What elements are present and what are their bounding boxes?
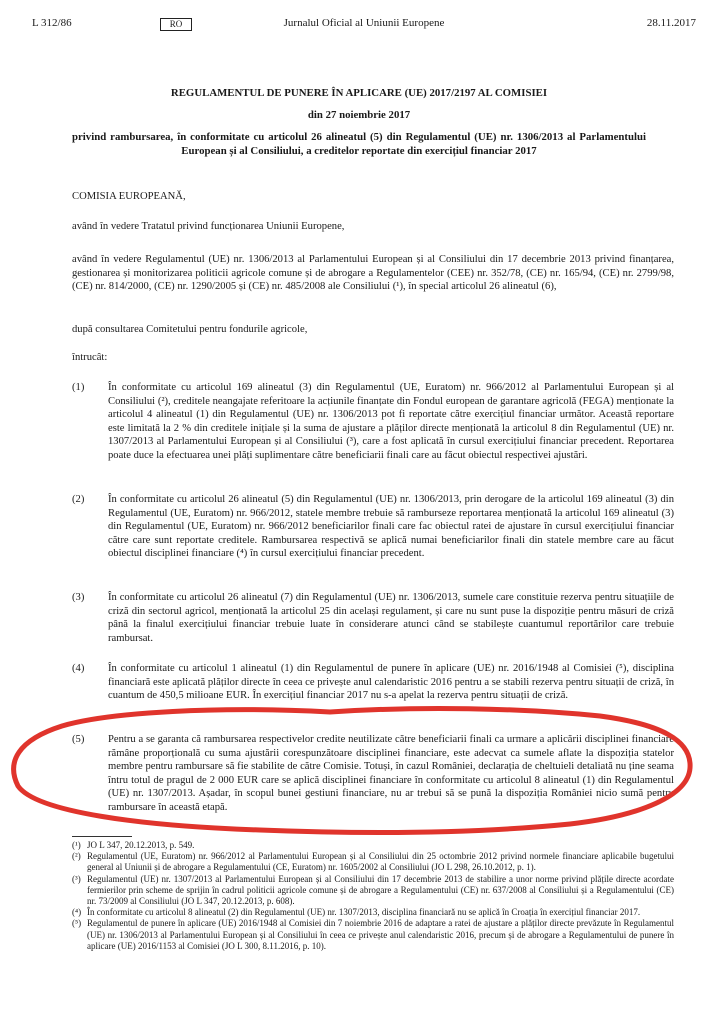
- recital-number: (4): [72, 663, 85, 674]
- footnote-4: [72, 907, 674, 918]
- footnote-separator: [72, 836, 132, 837]
- whereas-heading: întrucât:: [72, 352, 108, 363]
- footnote-number: (⁵): [72, 918, 82, 929]
- regulation-title: [72, 87, 646, 158]
- recital-number: (2): [72, 494, 85, 505]
- footnote-1: [72, 840, 674, 851]
- recital-text: Pentru a se garanta că rambursarea respectivelor credite neutilizate către beneficiarii finali ca urmare a aplicării disciplinei financiare rămâne proporțională cu suma ajustării corespunzătoare disciplinei financiare, este adecvat ca sumele aflate la dispoziția statelor membre pentru rambursare să fie stabilite de către Comisie. Totuși, în cazul României, declarația de cheltuieli detaliată nu ține seama întru totul de pragul de 2 000 EUR care se aplică disciplinei financiare în conformitate cu articolul 8 alineatul (1) din Regulamentul (UE) nr. 1307/2013. Așadar, în scopul bunei gestiuni financiare, nu ar trebui să se pună la dispoziția României nicio sumă pentru rambursare în această etapă.: [108, 734, 674, 813]
- publication-date: 28.11.2017: [646, 17, 696, 29]
- footnote-text: Regulamentul (UE) nr. 1307/2013 al Parlamentului European și al Consiliului din 17 decembrie 2013 de stabilire a unor norme privind plățile directe acordate fermierilor prin scheme de sprijin în cadrul politicii agricole comune și de abrogare a Regulamentului (CE) nr. 637/2008 al Consiliului și a Regulamentului (CE) nr. 73/2009 al Consiliului (JO L 347, 20.12.2013, p. 608).: [87, 873, 674, 907]
- recital-text: În conformitate cu articolul 1 alineatul (1) din Regulamentul de punere în aplicare (UE) nr. 2016/1948 al Comisiei (⁵), disciplina financiară este aplicată plăților directe în ceea ce privește anul calendaristic 2016 pentru a se stabili rezerva pentru situații de criză, în cuantum de 450,5 milioane EUR. În exercițiul financiar 2017 nu s-a apelat la rezerva pentru situații de criză.: [108, 663, 674, 702]
- footnote-number: (³): [72, 873, 81, 884]
- footnote-2: [72, 851, 674, 873]
- recital-text: În conformitate cu articolul 169 alineatul (3) din Regulamentul (UE, Euratom) nr. 966/2012 al Parlamentului European și al Consiliului (²), creditele neangajate referitoare la acțiunile finanțate din Fondul european de garantare agricolă (FEGA) menționate la articolul 4 alineatul (1) din Regulamentul (UE) nr. 1306/2013 pot fi reportate către exercițiul financiar următor. Această reportare este limitată la 2 % din creditele inițiale și la suma de ajustare a plăților directe menționată la articolul 8 din Regulamentul (UE) nr. 1307/2013 al Parlamentului European și al Consiliului (³), care a fost aplicată în cursul exercițiului financiar precedent. Reportarea poate duce la efectuarea unei plăți suplimentare către beneficiarii finali care au făcut obiectul respectivei ajustări.: [108, 382, 674, 461]
- journal-name: Jurnalul Oficial al Uniunii Europene: [283, 17, 445, 29]
- citation-regulation: având în vedere Regulamentul (UE) nr. 1306/2013 al Parlamentului European și al Consiliului din 17 decembrie 2013 privind finanțarea, gestionarea și monitorizarea politicii agricole comune și de abrogare a Regulamentelor (CEE) nr. 352/78, (CE) nr. 165/94, (CE) nr. 2799/98, (CE) nr. 814/2000, (CE) nr. 1290/2005 și (CE) nr. 485/2008 ale Consiliului (¹), în special articolul 26 alineatul (6),: [72, 254, 674, 293]
- recital-text: În conformitate cu articolul 26 alineatul (7) din Regulamentul (UE) nr. 1306/2013, sumele care constituie rezerva pentru situațiile de criză din sectorul agricol, menționată la articolul 25 din același regulament, și care nu sunt puse la dispoziție pentru măsuri de criză până la finalul exercițiului financiar trebuie luate în considerare atunci când se stabilește cuantumul reportărilor care trebuie rambursat.: [108, 592, 674, 644]
- recital-number: (5): [72, 734, 85, 745]
- language-badge: RO: [160, 18, 192, 31]
- title-subject: privind rambursarea, în conformitate cu articolul 26 alineatul (5) din Regulamentul (UE) nr. 1306/2013 al Parlamentului European și al Consiliului, a creditelor reportate din exercițiul financiar 2017: [72, 131, 646, 157]
- footnote-number: (⁴): [72, 907, 82, 918]
- footnote-text: Regulamentul de punere în aplicare (UE) 2016/1948 al Comisiei din 7 noiembrie 2016 de adaptare a ratei de ajustare a plăților directe prevăzute în Regulamentul (UE) nr. 1306/2013 al Parlamentului European și al Consiliului în ceea ce privește anul calendaristic 2016, precum și de abrogare a Regulamentului de punere în aplicare (UE) 2016/1153 al Comisiei (JO L 300, 8.11.2016, p. 10).: [87, 918, 674, 951]
- footnote-number: (²): [72, 851, 81, 862]
- consultation-clause: după consultarea Comitetului pentru fondurile agricole,: [72, 324, 308, 335]
- recital-number: (3): [72, 592, 85, 603]
- recital-text: În conformitate cu articolul 26 alineatul (5) din Regulamentul (UE) nr. 1306/2013, prin derogare de la articolul 169 alineatul (3) din Regulamentul (UE, Euratom) nr. 966/2012, statele membre trebuie să ramburseze reportarea menționată la articolul 169 alineatul (3) din Regulamentul (UE, Euratom) nr. 966/2012 beneficiarilor finali care fac obiectul ratei de ajustare în cursul exercițiului financiar către care sunt reportate creditele. Rambursarea respectivă se aplică numai beneficiarilor finali din statele membre care au făcut obiectul disciplinei financiare (⁴) în cursul exercițiului financiar precedent.: [108, 494, 674, 560]
- commission-heading: COMISIA EUROPEANĂ,: [72, 191, 186, 202]
- footnote-text: În conformitate cu articolul 8 alineatul (2) din Regulamentul (UE) nr. 1307/2013, disciplina financiară nu se aplică în Croația în exercițiul financiar 2017.: [87, 907, 641, 918]
- page-header: [32, 17, 696, 33]
- footnote-3: [72, 874, 674, 908]
- citation-treaty: având în vedere Tratatul privind funcționarea Uniunii Europene,: [72, 221, 345, 232]
- footnote-text: Regulamentul (UE, Euratom) nr. 966/2012 al Parlamentului European și al Consiliului din 25 octombrie 2012 privind normele financiare aplicabile bugetului general al Uniunii și de abrogare a Regulamentului (CE, Euratom) nr. 1605/2002 al Consiliului (JO L 298, 26.10.2012, p. 1).: [87, 851, 674, 873]
- footnote-5: [72, 918, 674, 952]
- recital-number: (1): [72, 382, 85, 393]
- page-reference: L 312/86: [32, 17, 72, 29]
- footnotes: [72, 840, 674, 952]
- title-date: din 27 noiembrie 2017: [307, 108, 411, 121]
- title-line-1: REGULAMENTUL DE PUNERE ÎN APLICARE (UE) 2017/2197 AL COMISIEI: [170, 87, 548, 99]
- footnote-number: (¹): [72, 840, 81, 850]
- footnote-text: JO L 347, 20.12.2013, p. 549.: [87, 840, 195, 850]
